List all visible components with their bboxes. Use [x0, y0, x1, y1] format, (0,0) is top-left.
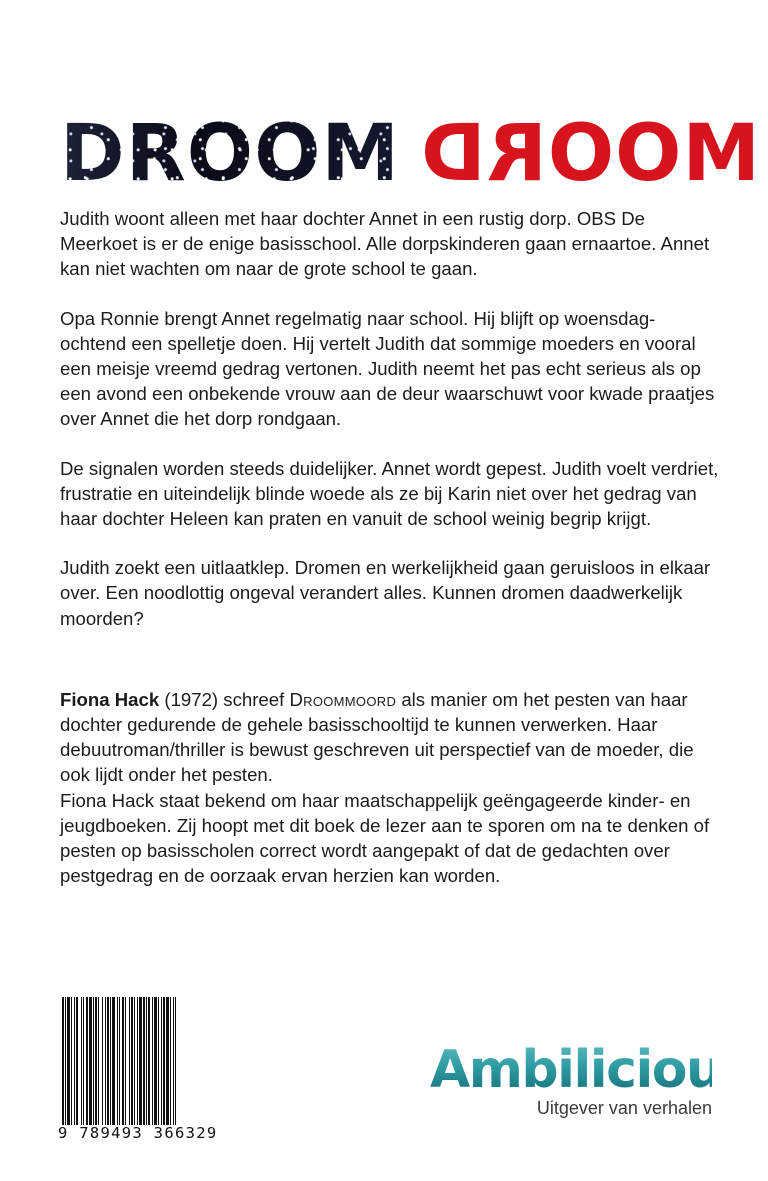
barcode-bar [125, 997, 126, 1125]
barcode-bar [65, 997, 66, 1125]
author-bio-text-1: als manier om het pesten van haar dochter gedurende de gehele basisschooltijd te kunnen verwerken. Haar debuutroman/thriller is bewust geschreven uit perspectief van de moeder, die ook lijdt onder het pesten. [60, 688, 694, 786]
isbn-number: 9 789493 366329 [58, 1124, 218, 1142]
barcode-bar [95, 997, 97, 1125]
blurb-paragraph-3: De signalen worden steeds duidelijker. Annet wordt gepest. Judith voelt verdriet, frustratie en uiteindelijk blinde woede als ze bij Karin niet over het gedrag van haar dochter Heleen kan praten en vanuit de school weinig begrip krijgt. [60, 457, 719, 530]
barcode-bar [122, 997, 124, 1125]
publisher-logo [430, 1040, 751, 1119]
author-bio-paragraph-2: Fiona Hack staat bekend om haar maatschappelijk geëngageerde kinder- en jeugdboeken. Zij hoopt met dit boek de lezer aan te sporen om na te denken of pesten op basisscholen correct wordt aangepakt of dat de gedachten over pestgedrag en de oorzaak ervan herzien kan worden. [60, 789, 710, 887]
barcode-bar [148, 997, 150, 1125]
barcode-bar [175, 997, 176, 1125]
barcode-bar [161, 997, 162, 1125]
barcode-bar [89, 997, 92, 1125]
barcode-bar [119, 997, 120, 1125]
barcode-bar [67, 997, 70, 1125]
author-year: (1972) schreef [164, 688, 285, 710]
author-bio [60, 687, 720, 889]
barcode-bar [105, 997, 106, 1125]
blurb-paragraph-2: Opa Ronnie brengt Annet regelmatig naar school. Hij blijft op woensdag-ochtend een spelletje doen. Hij vertelt Judith dat sommige moeders en vooral een meisje vreemd gedrag vertonen. Judith neemt het pas echt serieus als op een avond een onbekende vrouw aan de deur waarschuwt voor kwade praatjes over Annet die het dorp rondgaan. [60, 307, 715, 430]
barcode-bar [139, 997, 142, 1125]
barcode-bar [170, 997, 171, 1125]
barcode-bar [158, 997, 159, 1125]
book-title [60, 109, 761, 199]
isbn-barcode [60, 997, 225, 1125]
barcode-bar [76, 997, 78, 1125]
barcode-bar [102, 997, 103, 1125]
publisher-name: Ambilicious [430, 1040, 751, 1100]
publisher-tagline: Uitgever van verhalen [536, 1098, 712, 1118]
barcode-bar [166, 997, 169, 1125]
author-name: Fiona Hack [60, 688, 160, 710]
barcode-bar [93, 997, 94, 1125]
book-name: Droommoord [289, 688, 397, 710]
barcode-bar [107, 997, 109, 1125]
barcode-bar [86, 997, 88, 1125]
barcode-bar [131, 997, 133, 1125]
blurb-paragraph-4: Judith zoekt een uitlaatklep. Dromen en werkelijkheid gaan geruisloos in elkaar over. Een noodlottig ongeval verandert alles. Kunnen dromen daadwerkelijk moorden? [60, 557, 711, 629]
back-cover-text [60, 206, 720, 888]
barcode-bar [129, 997, 130, 1125]
barcode-graphic [60, 997, 225, 1125]
barcode-bar [110, 997, 111, 1125]
barcode-bar [163, 997, 165, 1125]
barcode-bar [146, 997, 147, 1125]
author-bio-paragraph-1 [60, 687, 720, 788]
barcode-bar [112, 997, 115, 1125]
barcode-bar [143, 997, 145, 1125]
barcode-bar [71, 997, 72, 1125]
barcode-bar [173, 997, 174, 1125]
barcode-bar [98, 997, 99, 1125]
blurb-paragraph-1: Judith woont alleen met haar dochter Annet in een rustig dorp. OBS De Meerkoet is er de enige basisschool. Alle dorpskinderen gaan ernaartoe. Annet kan niet wachten om naar de grote school te gaan. [60, 208, 710, 280]
barcode-bar [81, 997, 82, 1125]
barcode-bar [83, 997, 84, 1125]
barcode-bar [137, 997, 138, 1125]
barcode-bar [134, 997, 135, 1125]
barcode-bar [152, 997, 153, 1125]
barcode-bar [154, 997, 157, 1125]
barcode-bar [62, 997, 64, 1125]
barcode-bar [74, 997, 75, 1125]
title-word-droom: DROOM [60, 109, 401, 199]
title-word-moord: MOORD [420, 109, 761, 199]
barcode-bar [117, 997, 118, 1125]
